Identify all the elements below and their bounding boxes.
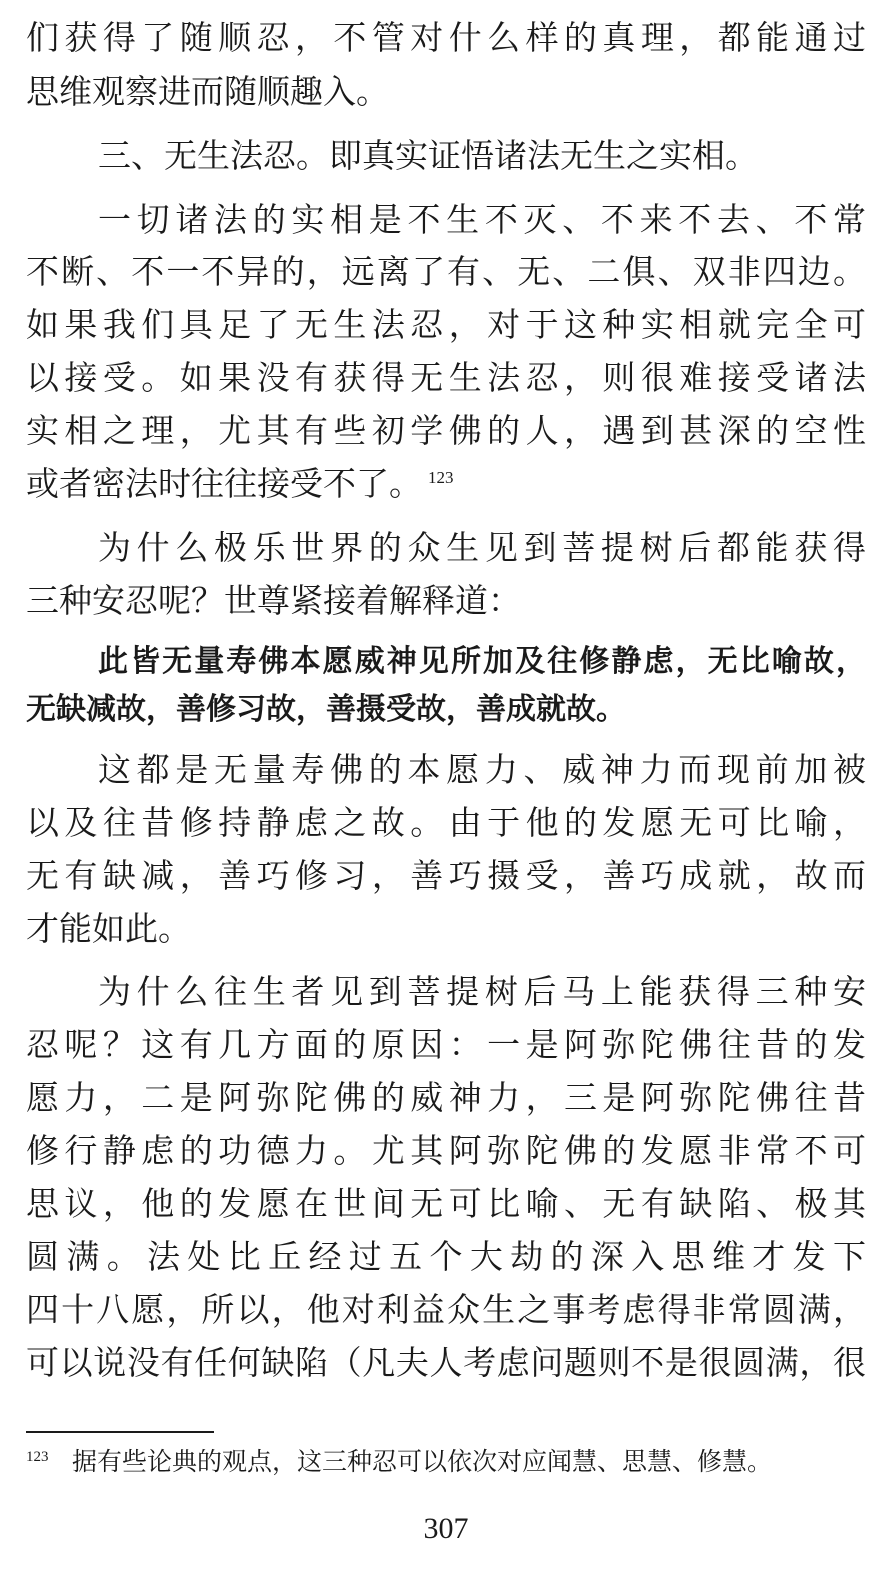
- footnote-divider: [26, 1431, 214, 1433]
- text-line: 实相之理，尤其有些初学佛的人，遇到甚深的空性: [26, 411, 866, 450]
- text-line: 才能如此。: [26, 909, 191, 948]
- text-line: 们获得了随顺忍，不管对什么样的真理，都能通过: [26, 18, 866, 57]
- text-line: 以及往昔修持静虑之故。由于他的发愿无可比喻，: [26, 803, 866, 842]
- text-line: 一切诸法的实相是不生不灭、不来不去、不常: [98, 200, 866, 239]
- text-line: 以接受。如果没有获得无生法忍，则很难接受诸法: [26, 358, 866, 397]
- text-line: 为什么往生者见到菩提树后马上能获得三种安: [98, 972, 866, 1011]
- text-line: 无有缺减，善巧修习，善巧摄受，善巧成就，故而: [26, 856, 866, 895]
- text-line: 忍呢？这有几方面的原因：一是阿弥陀佛往昔的发: [26, 1025, 866, 1064]
- footnote-number: 123: [26, 1449, 49, 1465]
- sutra-quote-line: 无缺减故，善修习故，善摄受故，善成就故。: [26, 692, 626, 727]
- text-line: 可以说没有任何缺陷（凡夫人考虑问题则不是很圆满，很: [26, 1343, 866, 1382]
- text-line: 修行静虑的功德力。尤其阿弥陀佛的发愿非常不可: [26, 1131, 866, 1170]
- footnote-text: 据有些论典的观点，这三种忍可以依次对应闻慧、思慧、修慧。: [72, 1447, 773, 1476]
- text-line: 四十八愿，所以，他对利益众生之事考虑得非常圆满，: [26, 1290, 866, 1329]
- text-line: 不断、不一不异的，远离了有、无、二俱、双非四边。: [26, 252, 866, 291]
- text-line: 三种安忍呢？世尊紧接着解释道：: [26, 581, 521, 620]
- text-line: 这都是无量寿佛的本愿力、威神力而现前加被: [98, 750, 866, 789]
- text-line: [26, 464, 866, 504]
- page-number: 307: [423, 1512, 469, 1545]
- text-line: 如果我们具足了无生法忍，对于这种实相就完全可: [26, 305, 866, 344]
- text-line: 圆满。法处比丘经过五个大劫的深入思维才发下: [26, 1237, 866, 1276]
- sutra-quote-line: 此皆无量寿佛本愿威神见所加及往修静虑，无比喻故，: [98, 644, 866, 679]
- text-line: 愿力，二是阿弥陀佛的威神力，三是阿弥陀佛往昔: [26, 1078, 866, 1117]
- text-line: 思维观察进而随顺趣入。: [26, 72, 389, 111]
- text-line: 为什么极乐世界的众生见到菩提树后都能获得: [98, 528, 866, 567]
- text-line-content: 或者密法时往往接受不了。: [26, 464, 422, 503]
- section-heading: 三、无生法忍。即真实证悟诸法无生之实相。: [98, 136, 758, 175]
- text-line: 思议，他的发愿在世间无可比喻、无有缺陷、极其: [26, 1184, 866, 1223]
- footnote-reference: 123: [428, 468, 454, 487]
